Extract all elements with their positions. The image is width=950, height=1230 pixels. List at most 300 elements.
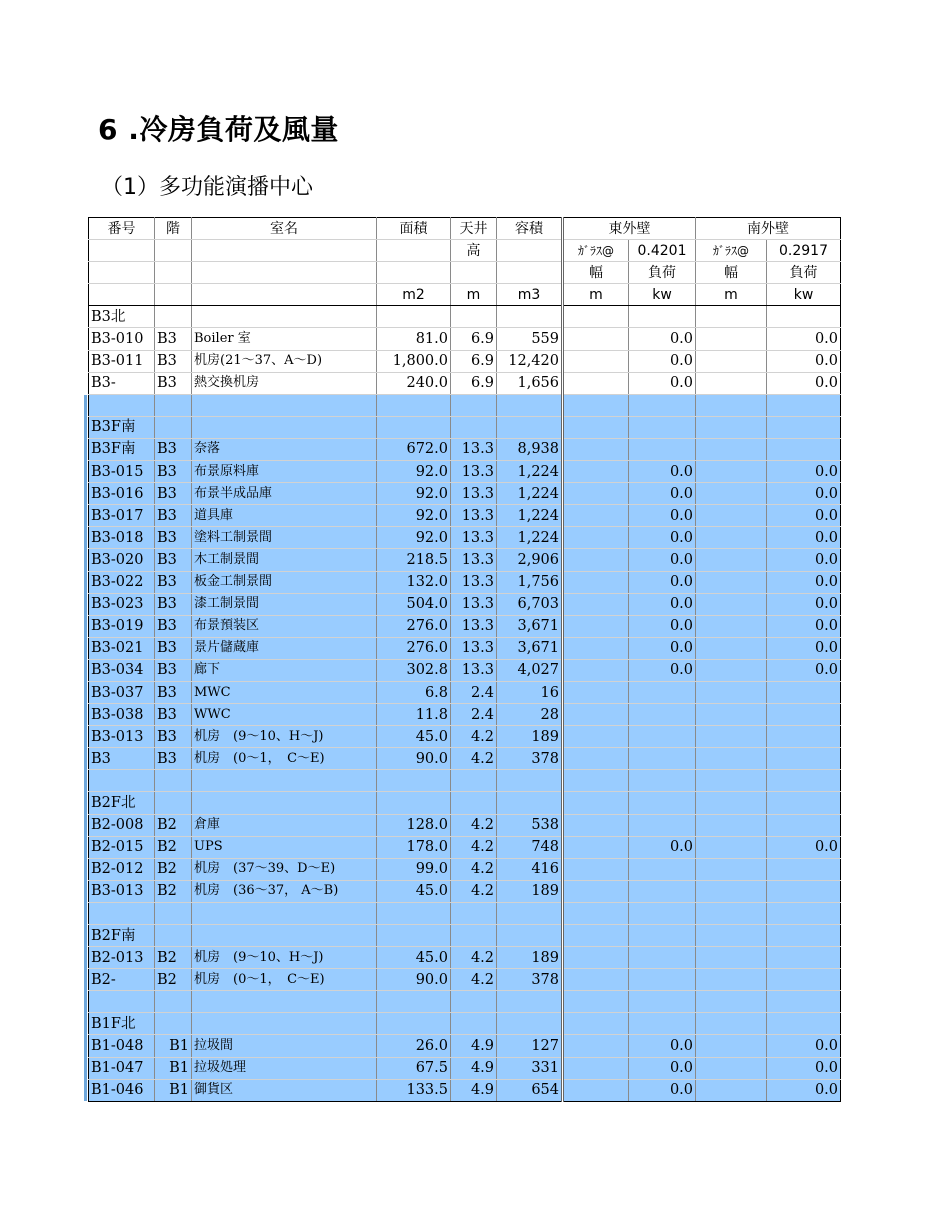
floor: B1 [155,1079,192,1101]
room-no: B3-037 [89,681,155,703]
empty-cell [451,1013,497,1035]
table-row [89,836,841,858]
table-row [89,1057,841,1079]
empty-cell [451,306,497,328]
east-glass-width [563,350,629,372]
east-load [629,880,696,902]
area: 45.0 [377,947,451,969]
section-row [89,416,841,438]
east-width-label: 幅 [563,262,629,284]
table-row [89,461,841,483]
room-name: 板金工制景間 [192,571,377,593]
ceiling-height: 13.3 [451,615,497,637]
empty-cell [377,925,451,947]
area: 92.0 [377,483,451,505]
empty-cell [192,792,377,814]
east-load: 0.0 [629,571,696,593]
empty-cell [451,770,497,792]
room-name: 熱交換机房 [192,372,377,394]
floor: B3 [155,748,192,770]
blank-row [89,394,841,416]
volume: 189 [497,947,563,969]
empty-cell [377,792,451,814]
area: 6.8 [377,681,451,703]
empty-cell [89,394,155,416]
empty-cell [497,770,563,792]
area: 672.0 [377,438,451,460]
east-glass-width [563,549,629,571]
area: 45.0 [377,880,451,902]
ceiling-height: 4.2 [451,858,497,880]
south-load: 0.0 [767,350,841,372]
empty-cell [563,792,629,814]
empty-cell [767,416,841,438]
empty-cell [155,792,192,814]
floor: B2 [155,814,192,836]
south-glass-width [696,659,767,681]
ceiling-height: 4.9 [451,1057,497,1079]
floor: B3 [155,438,192,460]
room-name: UPS [192,836,377,858]
floor: B3 [155,593,192,615]
ceiling-height: 13.3 [451,571,497,593]
room-name: 景片儲蔵庫 [192,637,377,659]
area: 90.0 [377,969,451,991]
area: 92.0 [377,505,451,527]
south-load: 0.0 [767,659,841,681]
empty-cell [696,792,767,814]
east-load: 0.0 [629,372,696,394]
empty-cell [696,394,767,416]
floor: B1 [155,1035,192,1057]
south-glass-width [696,505,767,527]
ceiling-height: 6.9 [451,350,497,372]
south-glass-width [696,880,767,902]
ceiling-height: 13.3 [451,527,497,549]
volume: 1,656 [497,372,563,394]
volume: 654 [497,1079,563,1101]
volume: 1,224 [497,461,563,483]
room-name: 道具庫 [192,505,377,527]
empty-cell [155,306,192,328]
east-glass-width [563,947,629,969]
table-row [89,969,841,991]
empty-cell [497,991,563,1013]
room-no: B3-017 [89,505,155,527]
unit-south-load: kw [767,284,841,306]
ceiling-height: 4.2 [451,836,497,858]
area: 67.5 [377,1057,451,1079]
area: 45.0 [377,726,451,748]
table-row [89,637,841,659]
east-glass-width [563,527,629,549]
east-load: 0.0 [629,1079,696,1101]
empty-cell [696,306,767,328]
section-row [89,1013,841,1035]
east-glass-width [563,615,629,637]
volume: 378 [497,969,563,991]
south-glass-width [696,350,767,372]
empty-cell [192,770,377,792]
east-glass-width [563,483,629,505]
empty-cell [451,792,497,814]
empty-cell [192,991,377,1013]
section-label: B2F南 [89,925,155,947]
empty-cell [377,306,451,328]
room-name: 奈落 [192,438,377,460]
empty-cell [192,925,377,947]
room-no: B3-010 [89,328,155,350]
south-load: 0.0 [767,505,841,527]
south-load: 0.0 [767,1079,841,1101]
area: 240.0 [377,372,451,394]
empty-cell [89,902,155,924]
page-title: 6 .冷房負荷及風量 [98,113,339,146]
blank-row [89,991,841,1013]
room-name: 机房 (37～39、D～E) [192,858,377,880]
area: 276.0 [377,615,451,637]
area: 504.0 [377,593,451,615]
load-table [88,217,841,1102]
ceiling-height: 4.2 [451,880,497,902]
east-glass-width [563,1057,629,1079]
section-subtitle: （1）多功能演播中心 [101,175,313,200]
ceiling-height: 4.9 [451,1079,497,1101]
empty-cell [629,925,696,947]
empty-cell [497,1013,563,1035]
east-glass-width [563,593,629,615]
floor: B3 [155,571,192,593]
east-load-label: 負荷 [629,262,696,284]
unit-area: m2 [377,284,451,306]
empty-cell [767,1013,841,1035]
east-glass-width [563,748,629,770]
empty-cell [497,394,563,416]
ceiling-height: 4.2 [451,726,497,748]
east-load: 0.0 [629,549,696,571]
room-name: 拉圾間 [192,1035,377,1057]
col-header-ceiling-2: 高 [451,240,497,262]
room-no: B1-047 [89,1057,155,1079]
ceiling-height: 6.9 [451,328,497,350]
room-name: 机房 (9～10、H～J) [192,947,377,969]
ceiling-height: 13.3 [451,483,497,505]
units-row [89,284,841,306]
room-no: B3F南 [89,438,155,460]
section-label: B1F北 [89,1013,155,1035]
unit-east-load: kw [629,284,696,306]
selection-edge [84,395,87,1101]
volume: 28 [497,704,563,726]
table-row [89,814,841,836]
table-row [89,1079,841,1101]
empty-cell [192,394,377,416]
volume: 127 [497,1035,563,1057]
east-load [629,704,696,726]
south-load: 0.0 [767,836,841,858]
empty-cell [696,770,767,792]
room-no: B3 [89,748,155,770]
south-load: 0.0 [767,571,841,593]
room-no: B3-020 [89,549,155,571]
empty-cell [629,1013,696,1035]
volume: 1,224 [497,527,563,549]
empty-cell [451,394,497,416]
empty-cell [155,770,192,792]
room-no: B2-015 [89,836,155,858]
ceiling-height: 13.3 [451,637,497,659]
south-glass-width [696,947,767,969]
south-load [767,438,841,460]
east-load: 0.0 [629,483,696,505]
unit-east-width: m [563,284,629,306]
section-row [89,306,841,328]
east-glass-width [563,372,629,394]
south-glass-width [696,681,767,703]
east-load: 0.0 [629,527,696,549]
ceiling-height: 4.2 [451,947,497,969]
south-load [767,726,841,748]
table-row [89,681,841,703]
south-glass-width [696,704,767,726]
empty-cell [696,1013,767,1035]
room-no: B3-021 [89,637,155,659]
south-glass-width [696,571,767,593]
empty-cell [497,792,563,814]
empty-cell [563,416,629,438]
volume: 189 [497,726,563,748]
empty-cell [377,416,451,438]
south-glass-width [696,637,767,659]
empty-cell [497,902,563,924]
east-glass-width [563,1079,629,1101]
empty-cell [696,925,767,947]
area: 218.5 [377,549,451,571]
area: 128.0 [377,814,451,836]
room-name: 机房 (36～37， A～B) [192,880,377,902]
volume: 3,671 [497,615,563,637]
south-load [767,814,841,836]
floor: B2 [155,947,192,969]
room-no: B3-011 [89,350,155,372]
empty-cell [451,416,497,438]
room-no: B3-013 [89,880,155,902]
south-glass-width [696,615,767,637]
table-row [89,659,841,681]
room-no: B2-013 [89,947,155,969]
empty-cell [155,925,192,947]
ceiling-height: 4.9 [451,1035,497,1057]
volume: 1,756 [497,571,563,593]
volume: 1,224 [497,505,563,527]
floor: B3 [155,527,192,549]
table-row [89,549,841,571]
floor: B2 [155,858,192,880]
south-width-label: 幅 [696,262,767,284]
empty-cell [767,394,841,416]
volume: 8,938 [497,438,563,460]
east-glass-width [563,880,629,902]
volume: 189 [497,880,563,902]
empty-cell [377,902,451,924]
room-no: B2- [89,969,155,991]
south-glass-width [696,372,767,394]
unit-height: m [451,284,497,306]
east-load [629,969,696,991]
south-load [767,748,841,770]
empty-cell [451,925,497,947]
south-load [767,969,841,991]
empty-cell [767,902,841,924]
empty-cell [192,416,377,438]
area: 1,800.0 [377,350,451,372]
col-header-area: 面積 [377,218,451,240]
east-glass-width [563,659,629,681]
volume: 6,703 [497,593,563,615]
table-row [89,372,841,394]
empty-cell [563,991,629,1013]
east-load: 0.0 [629,1035,696,1057]
empty-cell [696,991,767,1013]
floor: B3 [155,681,192,703]
room-name: 漆工制景間 [192,593,377,615]
ceiling-height: 13.3 [451,461,497,483]
empty-cell [696,416,767,438]
south-load [767,858,841,880]
east-glass-width [563,858,629,880]
room-no: B3-022 [89,571,155,593]
empty-cell [563,394,629,416]
empty-cell [767,792,841,814]
floor: B3 [155,704,192,726]
col-header-room: 室名 [192,218,377,240]
empty-cell [497,306,563,328]
south-load [767,880,841,902]
area: 92.0 [377,461,451,483]
ceiling-height: 13.3 [451,505,497,527]
east-load [629,438,696,460]
table-row [89,704,841,726]
south-glass-width [696,549,767,571]
room-name: WWC [192,704,377,726]
east-glass-width [563,814,629,836]
south-load: 0.0 [767,1035,841,1057]
room-no: B3-013 [89,726,155,748]
col-header-ceiling: 天井 [451,218,497,240]
table-row [89,615,841,637]
room-no: B2-012 [89,858,155,880]
south-load: 0.0 [767,527,841,549]
room-name: 机房 (0～1， C～E) [192,748,377,770]
south-glass-width [696,814,767,836]
south-glass-width [696,726,767,748]
south-glass-width [696,527,767,549]
room-no: B3-038 [89,704,155,726]
col-header-south-wall: 南外壁 [696,218,841,240]
empty-cell [563,902,629,924]
room-name: 塗料工制景間 [192,527,377,549]
volume: 16 [497,681,563,703]
east-load: 0.0 [629,350,696,372]
col-header-volume: 容積 [497,218,563,240]
section-label: B3北 [89,306,155,328]
volume: 4,027 [497,659,563,681]
blank-row [89,770,841,792]
empty-cell [696,902,767,924]
table-row [89,328,841,350]
volume: 538 [497,814,563,836]
volume: 378 [497,748,563,770]
south-glass-width [696,748,767,770]
east-load [629,748,696,770]
empty-cell [629,991,696,1013]
south-load [767,947,841,969]
east-load: 0.0 [629,659,696,681]
floor: B3 [155,505,192,527]
south-glass-width [696,836,767,858]
table-row [89,726,841,748]
empty-cell [629,792,696,814]
table-row [89,593,841,615]
room-no: B3-023 [89,593,155,615]
table-row [89,505,841,527]
south-load [767,681,841,703]
east-load [629,726,696,748]
room-name: 布景原料庫 [192,461,377,483]
floor: B1 [155,1057,192,1079]
empty-cell [497,416,563,438]
table-row [89,858,841,880]
volume: 1,224 [497,483,563,505]
volume: 12,420 [497,350,563,372]
volume: 3,671 [497,637,563,659]
ceiling-height: 6.9 [451,372,497,394]
east-glass-width [563,726,629,748]
empty-cell [563,925,629,947]
south-glass-width [696,328,767,350]
table-row [89,350,841,372]
col-header-no: 番号 [89,218,155,240]
room-name: 机房 (9～10、H～J) [192,726,377,748]
south-glass-width [696,969,767,991]
empty-cell [192,306,377,328]
south-glass-width [696,858,767,880]
east-load [629,814,696,836]
east-glass-width [563,637,629,659]
table-row [89,1035,841,1057]
floor: B3 [155,328,192,350]
room-no: B3-016 [89,483,155,505]
east-load: 0.0 [629,637,696,659]
room-name: 机房 (0～1， C～E) [192,969,377,991]
floor: B3 [155,615,192,637]
room-name: 御貨区 [192,1079,377,1101]
table-row [89,947,841,969]
ceiling-height: 4.2 [451,748,497,770]
east-load: 0.0 [629,505,696,527]
area: 81.0 [377,328,451,350]
section-row [89,925,841,947]
east-load: 0.0 [629,593,696,615]
header-row-3 [89,262,841,284]
east-load: 0.0 [629,461,696,483]
east-glass-width [563,438,629,460]
south-glass-width [696,1079,767,1101]
south-load: 0.0 [767,637,841,659]
section-label: B2F北 [89,792,155,814]
empty-cell [155,902,192,924]
empty-cell [629,770,696,792]
